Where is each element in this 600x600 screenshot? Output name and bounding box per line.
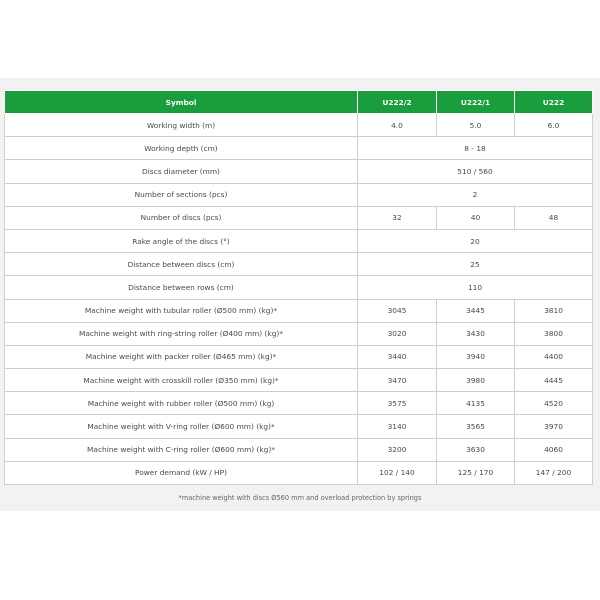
row-label: Machine weight with rubber roller (Ø500 mm) (kg) xyxy=(5,392,358,415)
row-value-shared: 20 xyxy=(358,229,593,252)
row-label: Working width (m) xyxy=(5,114,358,137)
row-value: 3980 xyxy=(437,369,515,392)
table-row xyxy=(5,461,593,484)
row-value: 3440 xyxy=(358,345,437,368)
row-value: 4.0 xyxy=(358,114,437,137)
row-value: 3470 xyxy=(358,369,437,392)
row-label: Machine weight with C-ring roller (Ø600 mm) (kg)* xyxy=(5,438,358,461)
row-label: Discs diameter (mm) xyxy=(5,160,358,183)
header-symbol: Symbol xyxy=(5,91,358,114)
table-header-row xyxy=(5,91,593,114)
row-value: 4445 xyxy=(515,369,593,392)
table-row xyxy=(5,137,593,160)
spec-panel xyxy=(0,78,600,511)
header-model-u222-1: U222/1 xyxy=(437,91,515,114)
row-value: 3445 xyxy=(437,299,515,322)
row-value: 48 xyxy=(515,206,593,229)
row-value: 4520 xyxy=(515,392,593,415)
table-row xyxy=(5,392,593,415)
footnote: *machine weight with discs Ø560 mm and overload protection by springs xyxy=(178,494,422,502)
table-body xyxy=(5,114,593,485)
row-label: Number of discs (pcs) xyxy=(5,206,358,229)
row-value: 3020 xyxy=(358,322,437,345)
row-label: Distance between discs (cm) xyxy=(5,253,358,276)
row-value: 4400 xyxy=(515,345,593,368)
row-value: 3200 xyxy=(358,438,437,461)
row-label: Machine weight with crosskill roller (Ø350 mm) (kg)* xyxy=(5,369,358,392)
row-label: Machine weight with packer roller (Ø465 mm) (kg)* xyxy=(5,345,358,368)
table-row xyxy=(5,438,593,461)
table-row xyxy=(5,114,593,137)
table-row xyxy=(5,276,593,299)
row-label: Rake angle of the discs (°) xyxy=(5,229,358,252)
row-value: 3800 xyxy=(515,322,593,345)
row-value: 3970 xyxy=(515,415,593,438)
row-value: 6.0 xyxy=(515,114,593,137)
row-value: 4060 xyxy=(515,438,593,461)
row-value: 40 xyxy=(437,206,515,229)
row-label: Number of sections (pcs) xyxy=(5,183,358,206)
row-value: 125 / 170 xyxy=(437,461,515,484)
table-row xyxy=(5,345,593,368)
table-row xyxy=(5,206,593,229)
row-label: Power demand (kW / HP) xyxy=(5,461,358,484)
table-row xyxy=(5,253,593,276)
row-value: 32 xyxy=(358,206,437,229)
row-value: 3140 xyxy=(358,415,437,438)
row-label: Working depth (cm) xyxy=(5,137,358,160)
specifications-table xyxy=(4,90,593,485)
row-label: Machine weight with V-ring roller (Ø600 mm) (kg)* xyxy=(5,415,358,438)
row-value: 3810 xyxy=(515,299,593,322)
row-value: 4135 xyxy=(437,392,515,415)
header-model-u222-2: U222/2 xyxy=(358,91,437,114)
row-value-shared: 25 xyxy=(358,253,593,276)
row-label: Machine weight with ring-string roller (Ø400 mm) (kg)* xyxy=(5,322,358,345)
table-row xyxy=(5,183,593,206)
table-row xyxy=(5,322,593,345)
row-value-shared: 8 - 18 xyxy=(358,137,593,160)
row-value: 3565 xyxy=(437,415,515,438)
table-row xyxy=(5,415,593,438)
header-model-u222: U222 xyxy=(515,91,593,114)
row-value: 102 / 140 xyxy=(358,461,437,484)
table-row xyxy=(5,160,593,183)
row-value-shared: 110 xyxy=(358,276,593,299)
row-value: 3575 xyxy=(358,392,437,415)
row-value-shared: 2 xyxy=(358,183,593,206)
row-value: 147 / 200 xyxy=(515,461,593,484)
table-row xyxy=(5,229,593,252)
row-label: Machine weight with tubular roller (Ø500 mm) (kg)* xyxy=(5,299,358,322)
row-value: 5.0 xyxy=(437,114,515,137)
row-value-shared: 510 / 560 xyxy=(358,160,593,183)
table-row xyxy=(5,369,593,392)
row-label: Distance between rows (cm) xyxy=(5,276,358,299)
row-value: 3940 xyxy=(437,345,515,368)
row-value: 3630 xyxy=(437,438,515,461)
row-value: 3045 xyxy=(358,299,437,322)
table-row xyxy=(5,299,593,322)
row-value: 3430 xyxy=(437,322,515,345)
